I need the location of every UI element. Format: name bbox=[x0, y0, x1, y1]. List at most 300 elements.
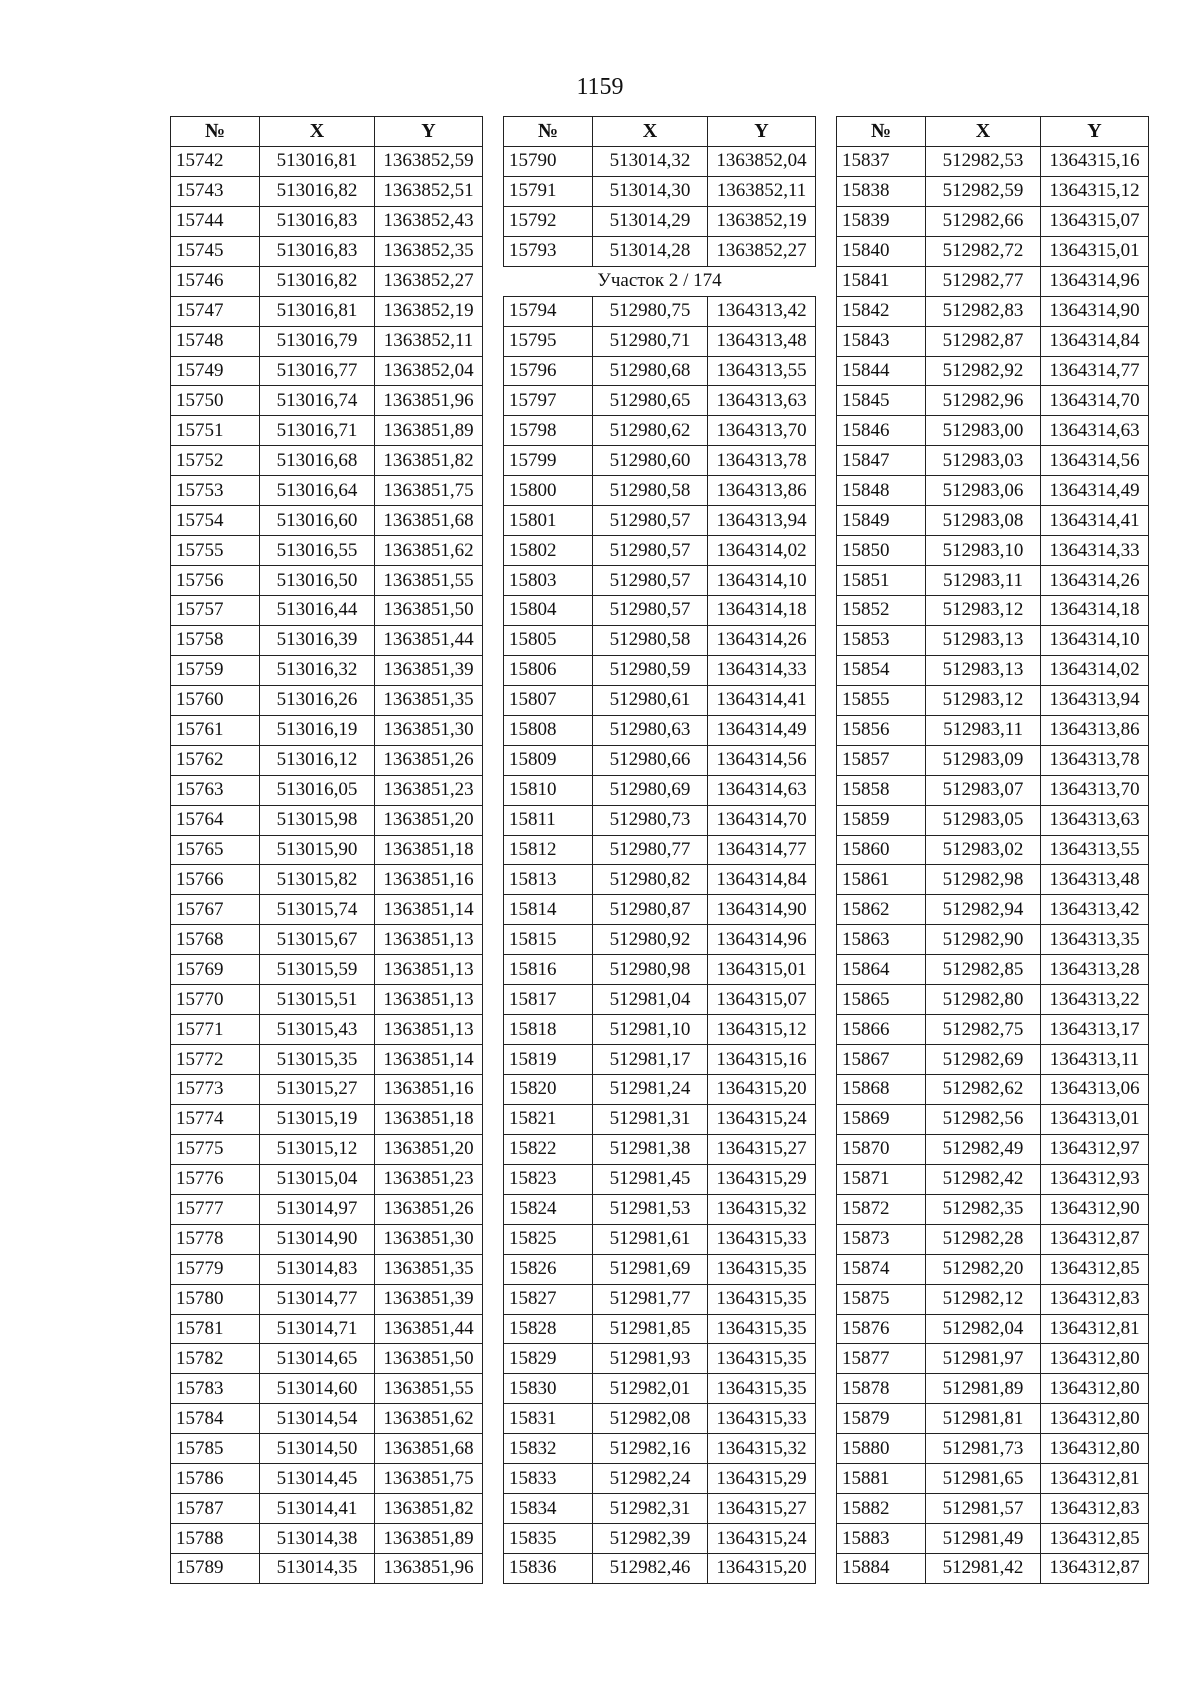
x-coordinate-cell: 513014,54 bbox=[260, 1404, 375, 1434]
table-row bbox=[504, 655, 816, 685]
x-coordinate-cell: 513014,41 bbox=[260, 1494, 375, 1524]
point-number-cell: 15747 bbox=[171, 296, 260, 326]
point-number-cell: 15811 bbox=[504, 805, 593, 835]
x-coordinate-cell: 513014,77 bbox=[260, 1284, 375, 1314]
y-coordinate-cell: 1364314,63 bbox=[1041, 416, 1149, 446]
table-row bbox=[504, 596, 816, 626]
point-number-cell: 15794 bbox=[504, 296, 593, 326]
point-number-cell: 15783 bbox=[171, 1374, 260, 1404]
x-coordinate-cell: 512980,58 bbox=[593, 476, 708, 506]
y-coordinate-cell: 1363852,59 bbox=[375, 146, 483, 176]
y-coordinate-cell: 1364314,02 bbox=[1041, 655, 1149, 685]
x-coordinate-cell: 512983,08 bbox=[926, 506, 1041, 536]
table-row bbox=[504, 1524, 816, 1554]
x-coordinate-cell: 512980,82 bbox=[593, 865, 708, 895]
table-row bbox=[504, 835, 816, 865]
table-row bbox=[837, 296, 1149, 326]
table-row bbox=[171, 206, 483, 236]
x-coordinate-cell: 512981,04 bbox=[593, 985, 708, 1015]
point-number-cell: 15762 bbox=[171, 745, 260, 775]
x-coordinate-cell: 512980,77 bbox=[593, 835, 708, 865]
point-number-cell: 15870 bbox=[837, 1134, 926, 1164]
point-number-cell: 15835 bbox=[504, 1524, 593, 1554]
point-number-cell: 15881 bbox=[837, 1464, 926, 1494]
coordinates-table-1 bbox=[170, 116, 483, 1584]
x-coordinate-cell: 512982,85 bbox=[926, 955, 1041, 985]
x-coordinate-cell: 512981,65 bbox=[926, 1464, 1041, 1494]
point-number-cell: 15818 bbox=[504, 1015, 593, 1045]
table-row bbox=[171, 1045, 483, 1075]
y-coordinate-cell: 1364313,42 bbox=[1041, 895, 1149, 925]
point-number-cell: 15847 bbox=[837, 446, 926, 476]
y-coordinate-cell: 1364314,84 bbox=[1041, 326, 1149, 356]
y-coordinate-cell: 1363851,68 bbox=[375, 506, 483, 536]
point-number-cell: 15831 bbox=[504, 1404, 593, 1434]
y-coordinate-cell: 1363852,27 bbox=[375, 266, 483, 296]
x-coordinate-cell: 513016,26 bbox=[260, 685, 375, 715]
table-row bbox=[171, 655, 483, 685]
x-coordinate-cell: 512980,58 bbox=[593, 625, 708, 655]
y-coordinate-cell: 1364314,90 bbox=[1041, 296, 1149, 326]
point-number-cell: 15878 bbox=[837, 1374, 926, 1404]
x-coordinate-cell: 512980,69 bbox=[593, 775, 708, 805]
table-row bbox=[171, 356, 483, 386]
y-coordinate-cell: 1364314,49 bbox=[1041, 476, 1149, 506]
table-row bbox=[171, 446, 483, 476]
x-coordinate-cell: 512982,01 bbox=[593, 1374, 708, 1404]
x-coordinate-cell: 513016,83 bbox=[260, 206, 375, 236]
point-number-cell: 15840 bbox=[837, 236, 926, 266]
header-y: Y bbox=[1041, 117, 1149, 147]
point-number-cell: 15863 bbox=[837, 925, 926, 955]
x-coordinate-cell: 512982,66 bbox=[926, 206, 1041, 236]
y-coordinate-cell: 1364314,41 bbox=[1041, 506, 1149, 536]
point-number-cell: 15820 bbox=[504, 1075, 593, 1105]
x-coordinate-cell: 512982,72 bbox=[926, 236, 1041, 266]
point-number-cell: 15804 bbox=[504, 596, 593, 626]
y-coordinate-cell: 1363851,13 bbox=[375, 925, 483, 955]
x-coordinate-cell: 512981,10 bbox=[593, 1015, 708, 1045]
x-coordinate-cell: 512980,75 bbox=[593, 296, 708, 326]
table-row bbox=[504, 1164, 816, 1194]
point-number-cell: 15758 bbox=[171, 625, 260, 655]
table-row bbox=[837, 715, 1149, 745]
point-number-cell: 15855 bbox=[837, 685, 926, 715]
point-number-cell: 15771 bbox=[171, 1015, 260, 1045]
table-row bbox=[504, 146, 816, 176]
point-number-cell: 15884 bbox=[837, 1554, 926, 1584]
x-coordinate-cell: 513016,44 bbox=[260, 596, 375, 626]
point-number-cell: 15833 bbox=[504, 1464, 593, 1494]
y-coordinate-cell: 1364313,01 bbox=[1041, 1104, 1149, 1134]
x-coordinate-cell: 512980,92 bbox=[593, 925, 708, 955]
coordinates-table-3 bbox=[836, 116, 1149, 1584]
point-number-cell: 15752 bbox=[171, 446, 260, 476]
point-number-cell: 15805 bbox=[504, 625, 593, 655]
y-coordinate-cell: 1363851,16 bbox=[375, 1075, 483, 1105]
table-row bbox=[171, 1344, 483, 1374]
x-coordinate-cell: 513014,50 bbox=[260, 1434, 375, 1464]
header-number: № bbox=[171, 117, 260, 147]
point-number-cell: 15789 bbox=[171, 1554, 260, 1584]
x-coordinate-cell: 512982,46 bbox=[593, 1554, 708, 1584]
x-coordinate-cell: 512980,71 bbox=[593, 326, 708, 356]
table-row bbox=[837, 1134, 1149, 1164]
y-coordinate-cell: 1363852,11 bbox=[708, 176, 816, 206]
point-number-cell: 15882 bbox=[837, 1494, 926, 1524]
table-row bbox=[171, 1194, 483, 1224]
table-row bbox=[504, 1464, 816, 1494]
x-coordinate-cell: 513016,82 bbox=[260, 266, 375, 296]
x-coordinate-cell: 512981,77 bbox=[593, 1284, 708, 1314]
y-coordinate-cell: 1364312,80 bbox=[1041, 1344, 1149, 1374]
table-row bbox=[837, 176, 1149, 206]
y-coordinate-cell: 1363851,13 bbox=[375, 955, 483, 985]
x-coordinate-cell: 512980,57 bbox=[593, 566, 708, 596]
x-coordinate-cell: 513016,81 bbox=[260, 296, 375, 326]
point-number-cell: 15846 bbox=[837, 416, 926, 446]
x-coordinate-cell: 512981,81 bbox=[926, 1404, 1041, 1434]
point-number-cell: 15875 bbox=[837, 1284, 926, 1314]
point-number-cell: 15763 bbox=[171, 775, 260, 805]
table-row bbox=[171, 985, 483, 1015]
y-coordinate-cell: 1364314,84 bbox=[708, 865, 816, 895]
point-number-cell: 15796 bbox=[504, 356, 593, 386]
table-row bbox=[504, 1075, 816, 1105]
y-coordinate-cell: 1363851,50 bbox=[375, 1344, 483, 1374]
x-coordinate-cell: 512980,65 bbox=[593, 386, 708, 416]
point-number-cell: 15873 bbox=[837, 1224, 926, 1254]
x-coordinate-cell: 512983,12 bbox=[926, 685, 1041, 715]
point-number-cell: 15819 bbox=[504, 1045, 593, 1075]
y-coordinate-cell: 1364313,55 bbox=[1041, 835, 1149, 865]
table-row bbox=[504, 745, 816, 775]
x-coordinate-cell: 512982,75 bbox=[926, 1015, 1041, 1045]
table-row bbox=[504, 476, 816, 506]
point-number-cell: 15768 bbox=[171, 925, 260, 955]
y-coordinate-cell: 1363851,35 bbox=[375, 685, 483, 715]
point-number-cell: 15860 bbox=[837, 835, 926, 865]
table-row bbox=[504, 176, 816, 206]
y-coordinate-cell: 1364313,70 bbox=[708, 416, 816, 446]
y-coordinate-cell: 1364314,77 bbox=[1041, 356, 1149, 386]
y-coordinate-cell: 1364314,02 bbox=[708, 536, 816, 566]
point-number-cell: 15792 bbox=[504, 206, 593, 236]
x-coordinate-cell: 512981,17 bbox=[593, 1045, 708, 1075]
y-coordinate-cell: 1363851,44 bbox=[375, 1314, 483, 1344]
point-number-cell: 15869 bbox=[837, 1104, 926, 1134]
x-coordinate-cell: 513014,35 bbox=[260, 1554, 375, 1584]
table-row bbox=[504, 985, 816, 1015]
table-row bbox=[171, 596, 483, 626]
y-coordinate-cell: 1364313,28 bbox=[1041, 955, 1149, 985]
x-coordinate-cell: 512982,42 bbox=[926, 1164, 1041, 1194]
x-coordinate-cell: 512981,31 bbox=[593, 1104, 708, 1134]
table-row bbox=[504, 895, 816, 925]
y-coordinate-cell: 1363851,14 bbox=[375, 1045, 483, 1075]
table-row bbox=[171, 326, 483, 356]
y-coordinate-cell: 1363851,82 bbox=[375, 1494, 483, 1524]
x-coordinate-cell: 513016,60 bbox=[260, 506, 375, 536]
point-number-cell: 15862 bbox=[837, 895, 926, 925]
point-number-cell: 15799 bbox=[504, 446, 593, 476]
table-row bbox=[171, 745, 483, 775]
y-coordinate-cell: 1363851,68 bbox=[375, 1434, 483, 1464]
y-coordinate-cell: 1363851,55 bbox=[375, 566, 483, 596]
y-coordinate-cell: 1364312,90 bbox=[1041, 1194, 1149, 1224]
y-coordinate-cell: 1363851,26 bbox=[375, 745, 483, 775]
x-coordinate-cell: 513016,81 bbox=[260, 146, 375, 176]
y-coordinate-cell: 1363851,62 bbox=[375, 1404, 483, 1434]
y-coordinate-cell: 1364314,33 bbox=[1041, 536, 1149, 566]
x-coordinate-cell: 513016,83 bbox=[260, 236, 375, 266]
x-coordinate-cell: 513014,38 bbox=[260, 1524, 375, 1554]
x-coordinate-cell: 512982,62 bbox=[926, 1075, 1041, 1105]
x-coordinate-cell: 513016,68 bbox=[260, 446, 375, 476]
x-coordinate-cell: 512982,28 bbox=[926, 1224, 1041, 1254]
table-row bbox=[171, 625, 483, 655]
point-number-cell: 15782 bbox=[171, 1344, 260, 1374]
y-coordinate-cell: 1363851,44 bbox=[375, 625, 483, 655]
table-row bbox=[504, 1554, 816, 1584]
table-row bbox=[504, 1434, 816, 1464]
point-number-cell: 15808 bbox=[504, 715, 593, 745]
point-number-cell: 15760 bbox=[171, 685, 260, 715]
y-coordinate-cell: 1364314,10 bbox=[1041, 625, 1149, 655]
table-row bbox=[504, 446, 816, 476]
table-row bbox=[504, 865, 816, 895]
point-number-cell: 15830 bbox=[504, 1374, 593, 1404]
y-coordinate-cell: 1364312,83 bbox=[1041, 1494, 1149, 1524]
point-number-cell: 15817 bbox=[504, 985, 593, 1015]
x-coordinate-cell: 513016,77 bbox=[260, 356, 375, 386]
x-coordinate-cell: 513015,82 bbox=[260, 865, 375, 895]
table-row bbox=[837, 985, 1149, 1015]
point-number-cell: 15824 bbox=[504, 1194, 593, 1224]
y-coordinate-cell: 1364314,96 bbox=[708, 925, 816, 955]
point-number-cell: 15822 bbox=[504, 1134, 593, 1164]
point-number-cell: 15849 bbox=[837, 506, 926, 536]
table-row bbox=[837, 1554, 1149, 1584]
table-row bbox=[171, 715, 483, 745]
table-row bbox=[171, 1494, 483, 1524]
point-number-cell: 15755 bbox=[171, 536, 260, 566]
x-coordinate-cell: 512982,87 bbox=[926, 326, 1041, 356]
y-coordinate-cell: 1364315,35 bbox=[708, 1374, 816, 1404]
point-number-cell: 15781 bbox=[171, 1314, 260, 1344]
y-coordinate-cell: 1363852,27 bbox=[708, 236, 816, 266]
table-row bbox=[171, 266, 483, 296]
x-coordinate-cell: 513014,71 bbox=[260, 1314, 375, 1344]
point-number-cell: 15828 bbox=[504, 1314, 593, 1344]
x-coordinate-cell: 512980,59 bbox=[593, 655, 708, 685]
x-coordinate-cell: 512983,02 bbox=[926, 835, 1041, 865]
x-coordinate-cell: 512981,89 bbox=[926, 1374, 1041, 1404]
y-coordinate-cell: 1364312,97 bbox=[1041, 1134, 1149, 1164]
x-coordinate-cell: 513016,50 bbox=[260, 566, 375, 596]
x-coordinate-cell: 513014,90 bbox=[260, 1224, 375, 1254]
table-row bbox=[504, 1194, 816, 1224]
y-coordinate-cell: 1363851,39 bbox=[375, 655, 483, 685]
x-coordinate-cell: 512983,13 bbox=[926, 625, 1041, 655]
point-number-cell: 15797 bbox=[504, 386, 593, 416]
y-coordinate-cell: 1364314,56 bbox=[708, 745, 816, 775]
point-number-cell: 15798 bbox=[504, 416, 593, 446]
x-coordinate-cell: 513014,28 bbox=[593, 236, 708, 266]
point-number-cell: 15766 bbox=[171, 865, 260, 895]
point-number-cell: 15883 bbox=[837, 1524, 926, 1554]
table-row bbox=[837, 446, 1149, 476]
table-row bbox=[171, 805, 483, 835]
table-row bbox=[837, 236, 1149, 266]
y-coordinate-cell: 1364315,16 bbox=[708, 1045, 816, 1075]
y-coordinate-cell: 1364314,41 bbox=[708, 685, 816, 715]
point-number-cell: 15800 bbox=[504, 476, 593, 506]
y-coordinate-cell: 1363852,19 bbox=[708, 206, 816, 236]
table-row bbox=[837, 925, 1149, 955]
table-row bbox=[504, 1104, 816, 1134]
x-coordinate-cell: 512982,08 bbox=[593, 1404, 708, 1434]
y-coordinate-cell: 1364315,20 bbox=[708, 1554, 816, 1584]
table-row bbox=[504, 685, 816, 715]
table-row bbox=[837, 536, 1149, 566]
point-number-cell: 15787 bbox=[171, 1494, 260, 1524]
point-number-cell: 15827 bbox=[504, 1284, 593, 1314]
x-coordinate-cell: 513014,45 bbox=[260, 1464, 375, 1494]
x-coordinate-cell: 513014,83 bbox=[260, 1254, 375, 1284]
x-coordinate-cell: 512982,20 bbox=[926, 1254, 1041, 1284]
x-coordinate-cell: 512981,69 bbox=[593, 1254, 708, 1284]
y-coordinate-cell: 1364312,80 bbox=[1041, 1374, 1149, 1404]
y-coordinate-cell: 1364312,85 bbox=[1041, 1524, 1149, 1554]
x-coordinate-cell: 512982,80 bbox=[926, 985, 1041, 1015]
table-row bbox=[837, 1374, 1149, 1404]
x-coordinate-cell: 513015,59 bbox=[260, 955, 375, 985]
x-coordinate-cell: 513015,27 bbox=[260, 1075, 375, 1105]
header-y: Y bbox=[375, 117, 483, 147]
point-number-cell: 15767 bbox=[171, 895, 260, 925]
y-coordinate-cell: 1363851,26 bbox=[375, 1194, 483, 1224]
point-number-cell: 15759 bbox=[171, 655, 260, 685]
table-row bbox=[837, 835, 1149, 865]
table-row bbox=[837, 1494, 1149, 1524]
point-number-cell: 15851 bbox=[837, 566, 926, 596]
x-coordinate-cell: 513014,65 bbox=[260, 1344, 375, 1374]
y-coordinate-cell: 1363851,75 bbox=[375, 1464, 483, 1494]
x-coordinate-cell: 512982,69 bbox=[926, 1045, 1041, 1075]
y-coordinate-cell: 1364313,86 bbox=[708, 476, 816, 506]
x-coordinate-cell: 513016,39 bbox=[260, 625, 375, 655]
y-coordinate-cell: 1364312,81 bbox=[1041, 1314, 1149, 1344]
point-number-cell: 15865 bbox=[837, 985, 926, 1015]
point-number-cell: 15748 bbox=[171, 326, 260, 356]
point-number-cell: 15807 bbox=[504, 685, 593, 715]
point-number-cell: 15795 bbox=[504, 326, 593, 356]
table-row bbox=[837, 1434, 1149, 1464]
table-row bbox=[837, 1164, 1149, 1194]
x-coordinate-cell: 512983,11 bbox=[926, 715, 1041, 745]
y-coordinate-cell: 1364315,07 bbox=[708, 985, 816, 1015]
table-row bbox=[171, 1464, 483, 1494]
y-coordinate-cell: 1364313,48 bbox=[708, 326, 816, 356]
y-coordinate-cell: 1363851,96 bbox=[375, 1554, 483, 1584]
y-coordinate-cell: 1364315,07 bbox=[1041, 206, 1149, 236]
x-coordinate-cell: 512981,49 bbox=[926, 1524, 1041, 1554]
point-number-cell: 15780 bbox=[171, 1284, 260, 1314]
table-row bbox=[504, 955, 816, 985]
point-number-cell: 15786 bbox=[171, 1464, 260, 1494]
x-coordinate-cell: 512980,73 bbox=[593, 805, 708, 835]
x-coordinate-cell: 513016,71 bbox=[260, 416, 375, 446]
table-row bbox=[504, 206, 816, 236]
x-coordinate-cell: 512980,60 bbox=[593, 446, 708, 476]
section-label: Участок 2 / 174 bbox=[504, 266, 816, 296]
y-coordinate-cell: 1364313,94 bbox=[1041, 685, 1149, 715]
x-coordinate-cell: 512982,77 bbox=[926, 266, 1041, 296]
point-number-cell: 15779 bbox=[171, 1254, 260, 1284]
point-number-cell: 15742 bbox=[171, 146, 260, 176]
y-coordinate-cell: 1363851,18 bbox=[375, 1104, 483, 1134]
table-row bbox=[504, 1314, 816, 1344]
y-coordinate-cell: 1364314,56 bbox=[1041, 446, 1149, 476]
point-number-cell: 15801 bbox=[504, 506, 593, 536]
table-row bbox=[171, 1554, 483, 1584]
x-coordinate-cell: 512981,61 bbox=[593, 1224, 708, 1254]
table-row bbox=[171, 176, 483, 206]
table-row bbox=[837, 1404, 1149, 1434]
y-coordinate-cell: 1363851,14 bbox=[375, 895, 483, 925]
point-number-cell: 15776 bbox=[171, 1164, 260, 1194]
point-number-cell: 15813 bbox=[504, 865, 593, 895]
y-coordinate-cell: 1364314,49 bbox=[708, 715, 816, 745]
y-coordinate-cell: 1363852,11 bbox=[375, 326, 483, 356]
table-row bbox=[504, 536, 816, 566]
y-coordinate-cell: 1363851,89 bbox=[375, 416, 483, 446]
table-row bbox=[837, 1104, 1149, 1134]
table-row bbox=[837, 775, 1149, 805]
y-coordinate-cell: 1364313,35 bbox=[1041, 925, 1149, 955]
x-coordinate-cell: 512981,53 bbox=[593, 1194, 708, 1224]
x-coordinate-cell: 513015,19 bbox=[260, 1104, 375, 1134]
table-row bbox=[837, 476, 1149, 506]
table-row bbox=[171, 566, 483, 596]
x-coordinate-cell: 512982,04 bbox=[926, 1314, 1041, 1344]
y-coordinate-cell: 1364315,01 bbox=[1041, 236, 1149, 266]
table-row bbox=[837, 955, 1149, 985]
point-number-cell: 15793 bbox=[504, 236, 593, 266]
table-row bbox=[837, 266, 1149, 296]
table-row bbox=[504, 625, 816, 655]
table-row bbox=[504, 326, 816, 356]
y-coordinate-cell: 1364312,87 bbox=[1041, 1224, 1149, 1254]
point-number-cell: 15744 bbox=[171, 206, 260, 236]
x-coordinate-cell: 512983,12 bbox=[926, 596, 1041, 626]
point-number-cell: 15791 bbox=[504, 176, 593, 206]
table-row bbox=[504, 925, 816, 955]
x-coordinate-cell: 512980,98 bbox=[593, 955, 708, 985]
y-coordinate-cell: 1364314,70 bbox=[708, 805, 816, 835]
table-row bbox=[837, 566, 1149, 596]
y-coordinate-cell: 1363852,04 bbox=[375, 356, 483, 386]
table-row bbox=[504, 1015, 816, 1045]
header-x: X bbox=[593, 117, 708, 147]
x-coordinate-cell: 512981,42 bbox=[926, 1554, 1041, 1584]
x-coordinate-cell: 512982,24 bbox=[593, 1464, 708, 1494]
point-number-cell: 15772 bbox=[171, 1045, 260, 1075]
x-coordinate-cell: 513015,43 bbox=[260, 1015, 375, 1045]
x-coordinate-cell: 512982,59 bbox=[926, 176, 1041, 206]
table-row bbox=[171, 146, 483, 176]
